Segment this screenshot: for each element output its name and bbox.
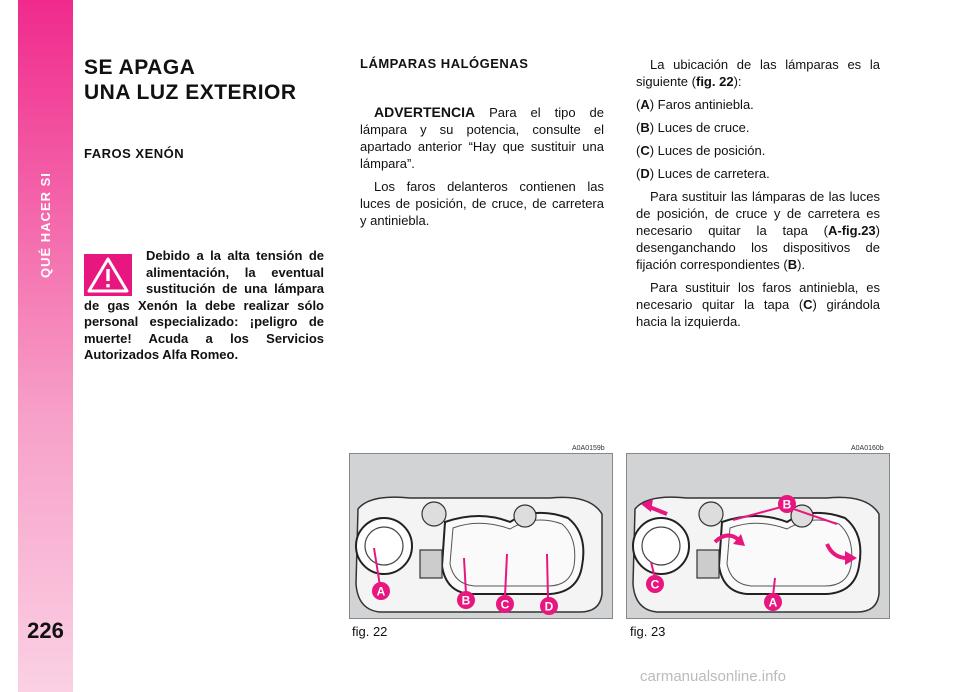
- label-c: C: [650, 577, 660, 592]
- lamp-location-text: [636, 56, 880, 336]
- section-sidebar: [18, 0, 73, 692]
- headlight-diagram: [350, 454, 612, 618]
- figure-code: A0A0159b: [572, 445, 605, 452]
- figure-22-caption: fig. 22: [352, 624, 388, 639]
- headlight-diagram: [627, 454, 889, 618]
- list-item: (B) Luces de cruce.: [636, 120, 750, 135]
- xenon-warning: [84, 248, 324, 364]
- xenon-subtitle: FAROS XENÓN: [84, 146, 185, 161]
- headlight-description: Los faros delanteros contienen las luces de posición, de cruce, de carretera y antiniebla.: [360, 179, 604, 228]
- label-c: C: [500, 597, 510, 612]
- figure-23: [626, 453, 890, 619]
- label-b: B: [461, 593, 471, 608]
- figure-code: A0A0160b: [851, 445, 884, 452]
- figure-23-caption: fig. 23: [630, 624, 666, 639]
- location-intro: La ubicación de las lámparas es la siguiente (fig. 22):: [636, 57, 880, 89]
- main-title-line1: SE APAGA: [84, 56, 196, 79]
- warning-keyword: ADVERTENCIA: [374, 104, 476, 120]
- list-item: (D) Luces de carretera.: [636, 166, 770, 181]
- list-item: (A) Faros antiniebla.: [636, 97, 754, 112]
- replace-fog-paragraph: Para sustituir los faros antiniebla, es necesario quitar la tapa (C) girándola hacia la izquierda.: [636, 280, 880, 329]
- figure-22: [349, 453, 613, 619]
- halogen-warning: ADVERTENCIA Para el tipo de lámpara y su potencia, consulte el apartado anterior “Hay que sustituir una lámpara”.: [360, 104, 604, 171]
- main-title-line2: UNA LUZ EXTERIOR: [84, 81, 297, 104]
- section-title: QUÉ HACER SI: [38, 172, 53, 278]
- main-title: [84, 55, 297, 105]
- label-b: B: [782, 497, 792, 512]
- watermark-footer: carmanualsonline.info: [640, 668, 786, 685]
- label-a: A: [768, 595, 778, 610]
- replace-lamps-paragraph: Para sustituir las lámparas de las luces de posición, de cruce y de carretera es necesario quitar la tapa (A-fig.23) desenganchando los dispositivos de fijación correspondientes (B).: [636, 189, 880, 272]
- halogen-heading: LÁMPARAS HALÓGENAS: [360, 56, 529, 71]
- halogen-text: [360, 104, 604, 235]
- xenon-warning-text: Debido a la alta tensión de alimentación, la eventual sustitución de una lámpara de gas Xenón la debe realizar sólo personal especializado: ¡peligro de muerte! Acuda a los Servicios Autorizados Alfa Romeo.: [84, 248, 324, 362]
- list-item: (C) Luces de posición.: [636, 143, 766, 158]
- page-number: 226: [27, 618, 64, 643]
- label-d: D: [544, 599, 554, 614]
- label-a: A: [376, 584, 386, 599]
